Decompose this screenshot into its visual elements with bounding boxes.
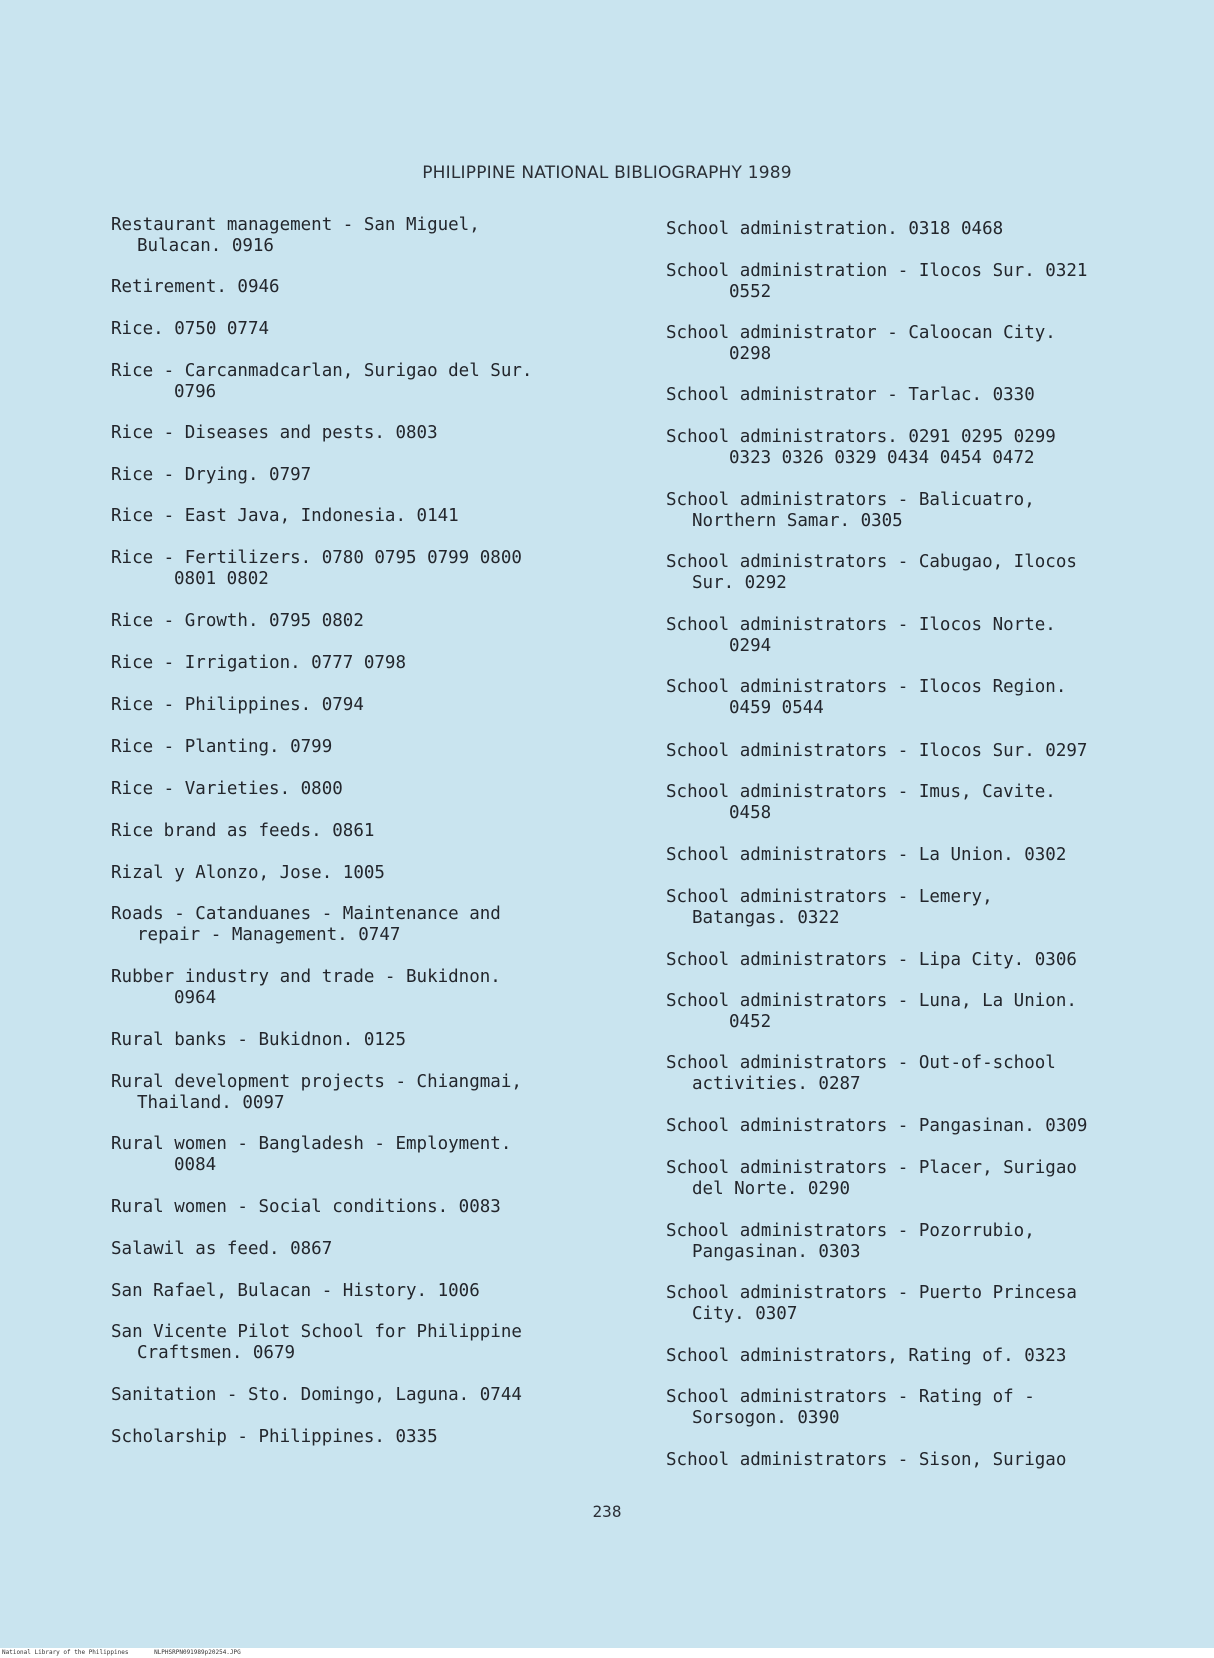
index-entry: [111, 361, 532, 403]
entry-line: Rizal y Alonzo, Jose. 1005: [111, 863, 385, 883]
entry-line: Rice - Fertilizers. 0780 0795 0799 0800: [111, 548, 522, 568]
entry-line: School administration - Ilocos Sur. 0321: [666, 261, 1088, 281]
entry-line: Rice - East Java, Indonesia. 0141: [111, 506, 459, 526]
entry-line: School administrators - Lemery,: [666, 887, 993, 907]
footer-library-name: National Library of the Philippines: [2, 1649, 129, 1656]
entry-continuation: Bulacan. 0916: [137, 236, 274, 256]
index-entry: [666, 1450, 1066, 1471]
entry-line: Salawil as feed. 0867: [111, 1239, 333, 1259]
entry-line: Rubber industry and trade - Bukidnon.: [111, 967, 501, 987]
entry-continuation: 0298: [729, 344, 772, 364]
entry-continuation: 0323 0326 0329 0434 0454 0472: [729, 448, 1035, 468]
index-entry: [666, 1221, 1035, 1263]
index-entry: [111, 1197, 501, 1218]
index-entry: [111, 423, 438, 444]
entry-line: School administrators - Lipa City. 0306: [666, 950, 1077, 970]
entry-continuation: 0801 0802: [174, 569, 269, 589]
entry-continuation: activities. 0287: [692, 1074, 861, 1094]
index-entry: [111, 737, 332, 758]
index-entry: [111, 653, 406, 674]
index-entry: [111, 1072, 522, 1114]
index-entry: [666, 490, 1035, 532]
index-entry: [111, 611, 364, 632]
entry-line: School administrators - Puerto Princesa: [666, 1283, 1077, 1303]
entry-line: School administrators - Out-of-school: [666, 1053, 1056, 1073]
index-entry: [111, 1134, 511, 1176]
index-entry: [666, 323, 1056, 365]
index-entry: [666, 385, 1035, 406]
index-entry: [111, 506, 459, 527]
entry-line: Rice - Carcanmadcarlan, Surigao del Sur.: [111, 361, 533, 381]
index-entry: [666, 1158, 1077, 1200]
index-entry: [666, 552, 1077, 594]
index-entry: [111, 904, 501, 946]
entry-line: Rural women - Bangladesh - Employment.: [111, 1134, 512, 1154]
entry-line: School administrators, Rating of. 0323: [666, 1346, 1067, 1366]
entry-line: School administrators. 0291 0295 0299: [666, 427, 1056, 447]
page-title: PHILIPPINE NATIONAL BIBLIOGRAPHY 1989: [422, 163, 792, 183]
entry-line: School administrators - Balicuatro,: [666, 490, 1035, 510]
entry-line: San Vicente Pilot School for Philippine: [111, 1322, 522, 1342]
entry-line: Rice - Diseases and pests. 0803: [111, 423, 438, 443]
entry-continuation: 0552: [729, 282, 772, 302]
entry-continuation: 0964: [174, 988, 217, 1008]
index-entry: [666, 845, 1066, 866]
index-entry: [111, 1030, 406, 1051]
entry-line: School administrators - La Union. 0302: [666, 845, 1067, 865]
entry-line: Rice. 0750 0774: [111, 319, 270, 339]
entry-continuation: Pangasinan. 0303: [692, 1242, 861, 1262]
entry-line: School administrators - Placer, Surigao: [666, 1158, 1077, 1178]
entry-line: School administrator - Tarlac. 0330: [666, 385, 1035, 405]
index-entry: [111, 215, 480, 257]
footer-strip: [0, 1648, 1214, 1658]
entry-continuation: Thailand. 0097: [137, 1093, 285, 1113]
index-entry: [111, 695, 364, 716]
entry-line: Sanitation - Sto. Domingo, Laguna. 0744: [111, 1385, 522, 1405]
entry-line: Rice - Philippines. 0794: [111, 695, 364, 715]
entry-continuation: 0452: [729, 1012, 772, 1032]
index-entry: [666, 1387, 1035, 1429]
index-entry: [111, 1385, 522, 1406]
index-entry: [111, 277, 280, 298]
index-entry: [666, 261, 1087, 303]
entry-line: School administrators - Pangasinan. 0309: [666, 1116, 1088, 1136]
entry-continuation: del Norte. 0290: [692, 1179, 851, 1199]
entry-line: Roads - Catanduanes - Maintenance and: [111, 904, 501, 924]
entry-line: School administrator - Caloocan City.: [666, 323, 1056, 343]
entry-continuation: Craftsmen. 0679: [137, 1343, 296, 1363]
footer-file-id: NLPHSRPN091989p20254.JPG: [154, 1649, 241, 1656]
index-entry: [666, 1283, 1077, 1325]
entry-line: School administrators - Cabugao, Ilocos: [666, 552, 1077, 572]
entry-line: School administrators - Ilocos Sur. 0297: [666, 741, 1088, 761]
entry-line: Restaurant management - San Miguel,: [111, 215, 480, 235]
entry-line: Rice - Growth. 0795 0802: [111, 611, 364, 631]
index-entry: [666, 219, 1003, 240]
index-entry: [666, 782, 1056, 824]
entry-continuation: repair - Management. 0747: [137, 925, 401, 945]
index-entry: [666, 887, 993, 929]
index-entry: [666, 1053, 1056, 1095]
entry-continuation: Batangas. 0322: [692, 908, 840, 928]
index-entry: [666, 741, 1087, 762]
index-entry: [111, 821, 374, 842]
index-entry: [666, 1116, 1087, 1137]
entry-line: School administrators - Pozorrubio,: [666, 1221, 1035, 1241]
entry-continuation: 0084: [174, 1155, 217, 1175]
entry-line: Rural banks - Bukidnon. 0125: [111, 1030, 407, 1050]
entry-continuation: Northern Samar. 0305: [692, 511, 903, 531]
page-number: 238: [592, 1502, 622, 1521]
entry-line: School administrators - Imus, Cavite.: [666, 782, 1056, 802]
entry-continuation: 0458: [729, 803, 772, 823]
entry-line: Rice - Irrigation. 0777 0798: [111, 653, 407, 673]
index-entry: [111, 465, 311, 486]
index-entry: [111, 863, 385, 884]
entry-line: Rural women - Social conditions. 0083: [111, 1197, 501, 1217]
entry-continuation: Sorsogon. 0390: [692, 1408, 840, 1428]
entry-continuation: 0294: [729, 636, 772, 656]
index-entry: [111, 1427, 438, 1448]
entry-line: School administrators - Ilocos Norte.: [666, 615, 1056, 635]
entry-line: School administrators - Sison, Surigao: [666, 1450, 1067, 1470]
index-entry: [666, 615, 1056, 657]
index-entry: [111, 1322, 522, 1364]
index-entry: [666, 1346, 1066, 1367]
index-entry: [666, 677, 1066, 719]
entry-line: School administrators - Rating of -: [666, 1387, 1035, 1407]
entry-line: Rice - Drying. 0797: [111, 465, 312, 485]
entry-line: Retirement. 0946: [111, 277, 280, 297]
index-entry: [111, 779, 343, 800]
entry-line: Scholarship - Philippines. 0335: [111, 1427, 438, 1447]
entry-line: School administration. 0318 0468: [666, 219, 1004, 239]
entry-line: School administrators - Luna, La Union.: [666, 991, 1077, 1011]
index-entry: [111, 548, 522, 590]
index-entry: [111, 967, 501, 1009]
entry-continuation: Sur. 0292: [692, 573, 787, 593]
entry-line: Rice - Varieties. 0800: [111, 779, 343, 799]
entry-line: Rural development projects - Chiangmai,: [111, 1072, 522, 1092]
entry-line: Rice - Planting. 0799: [111, 737, 333, 757]
entry-line: School administrators - Ilocos Region.: [666, 677, 1067, 697]
index-entry: [111, 1239, 332, 1260]
entry-line: Rice brand as feeds. 0861: [111, 821, 375, 841]
entry-continuation: 0796: [174, 382, 217, 402]
index-entry: [666, 991, 1077, 1033]
index-entry: [111, 1281, 480, 1302]
index-entry: [666, 950, 1077, 971]
index-entry: [111, 319, 269, 340]
entry-line: San Rafael, Bulacan - History. 1006: [111, 1281, 480, 1301]
index-entry: [666, 427, 1056, 469]
entry-continuation: 0459 0544: [729, 698, 824, 718]
entry-continuation: City. 0307: [692, 1304, 798, 1324]
